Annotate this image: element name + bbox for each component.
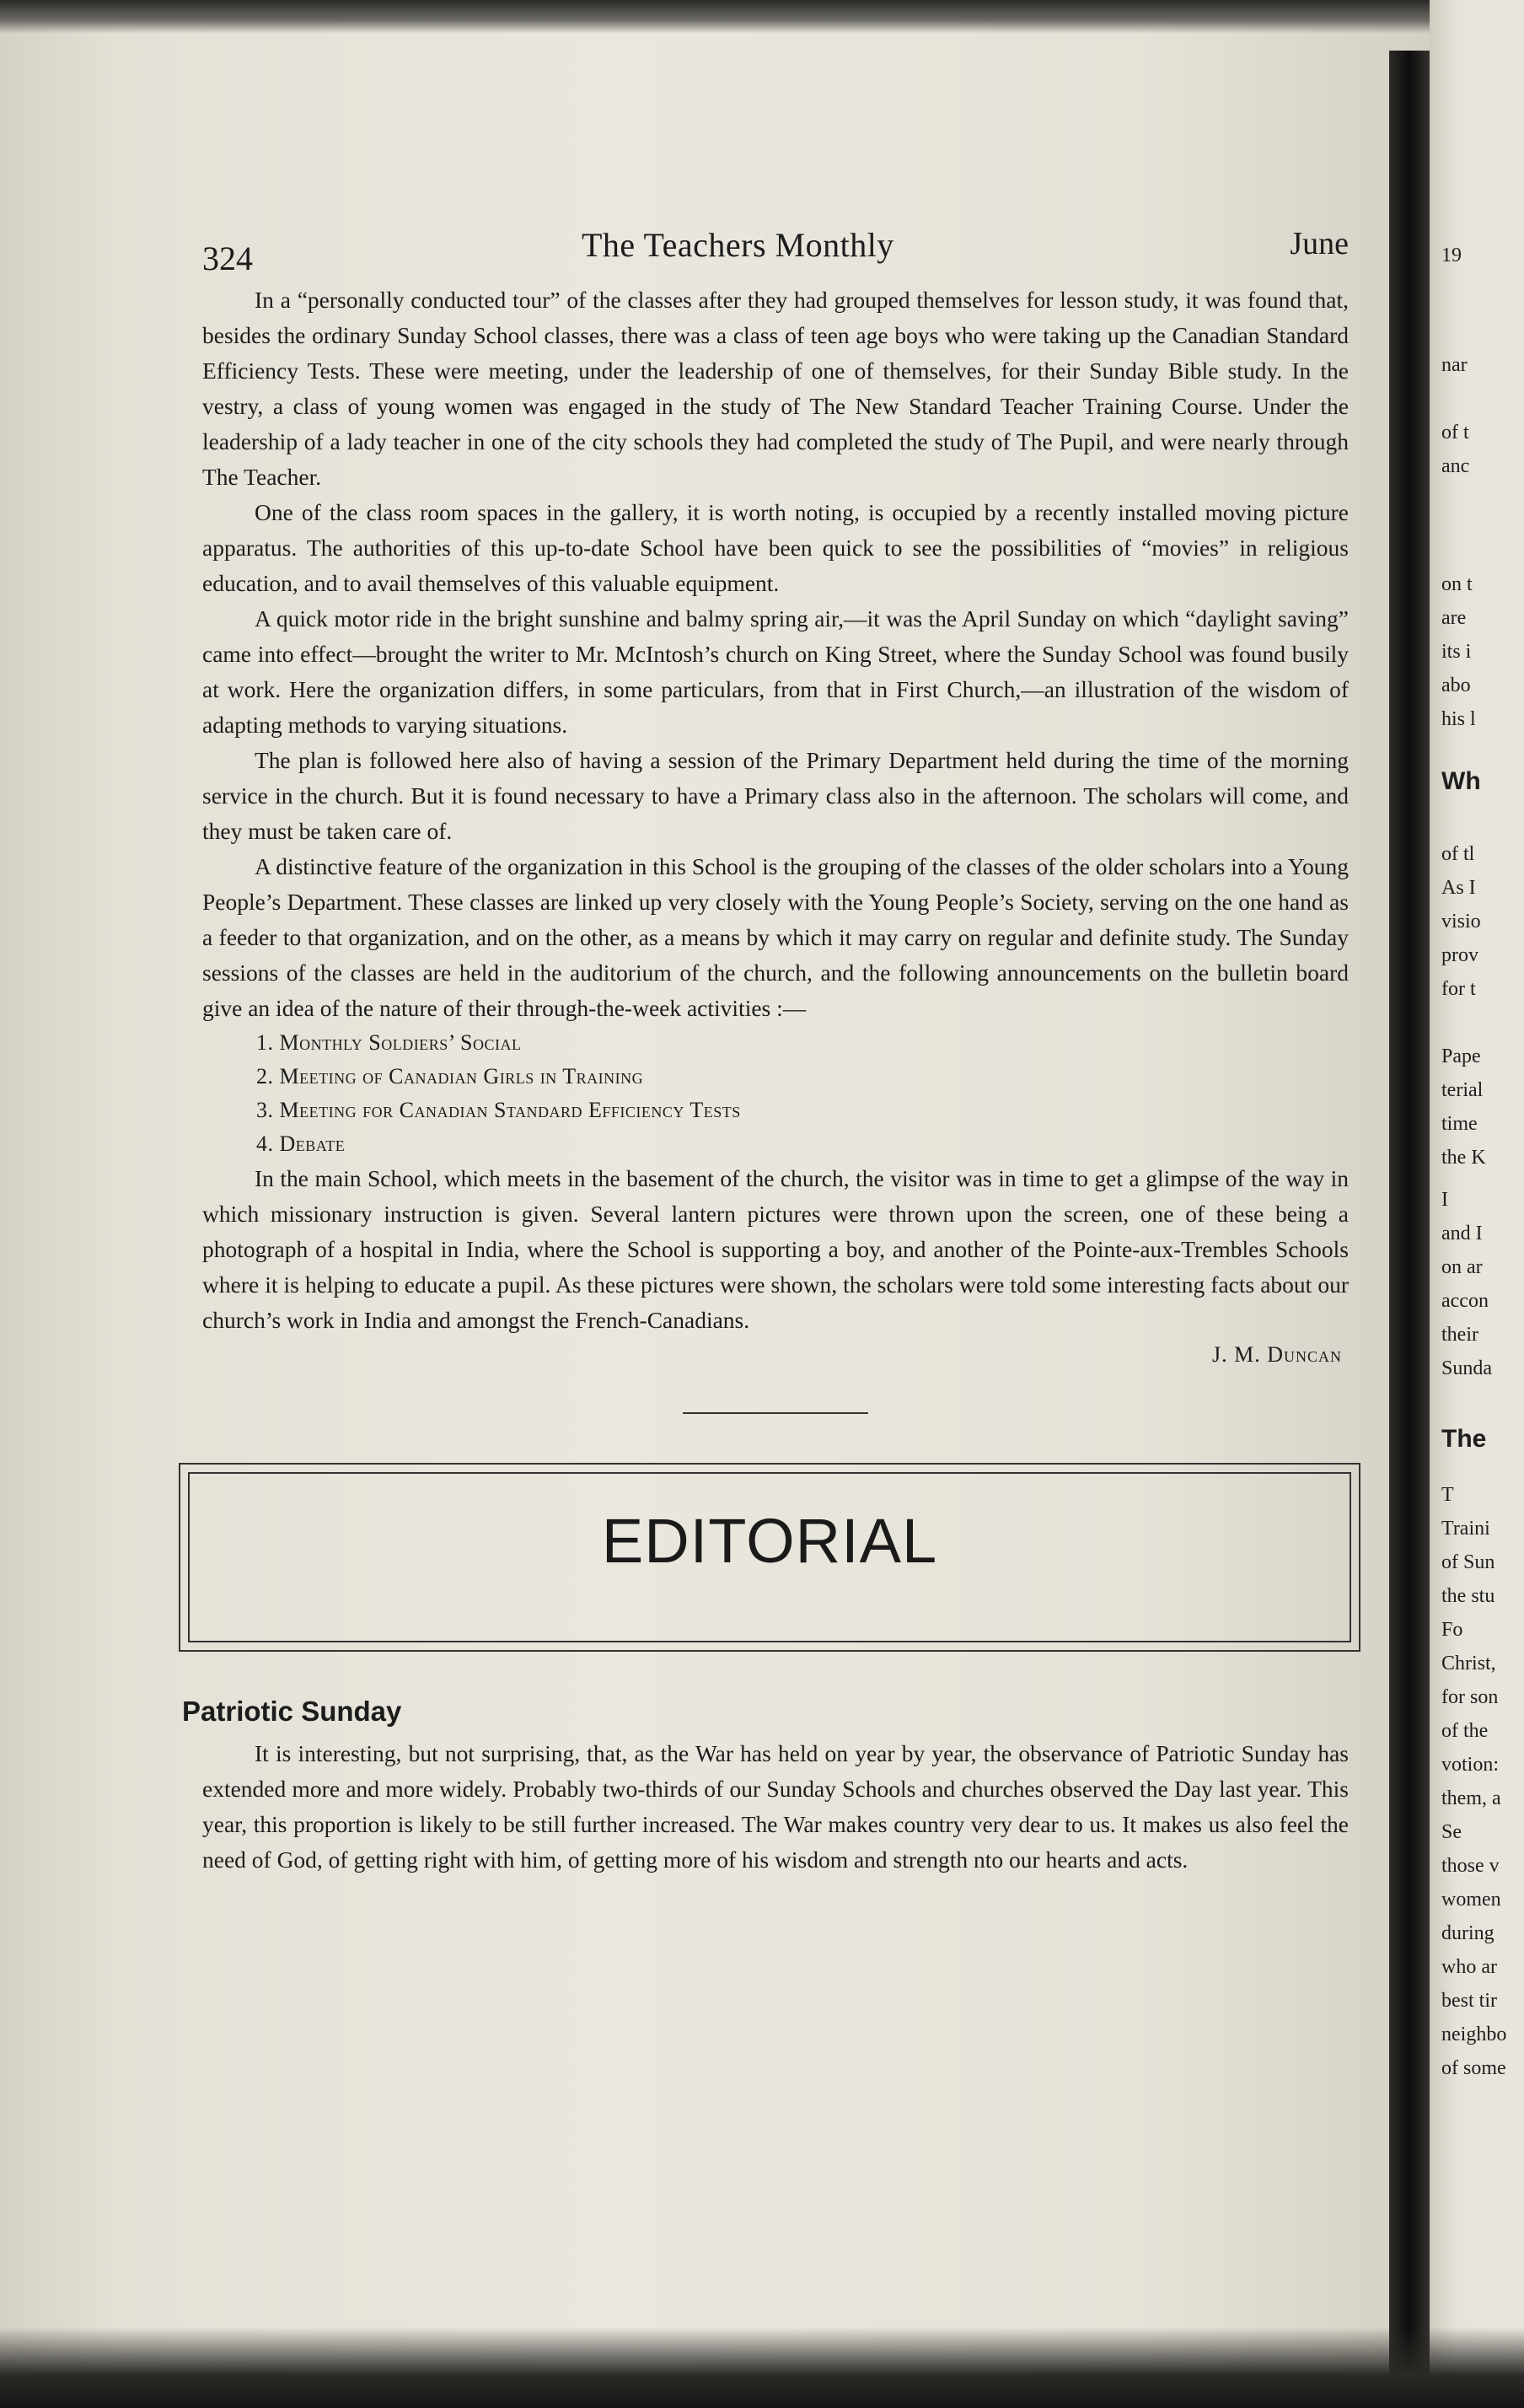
article-paragraph: In the main School, which meets in the basement of the church, the visitor was in time to get a glimpse of the way in which missionary instruction is given. Several lantern pictures were thrown upon the screen, one of these being a photograph of a hospital in India, where the School is supporting a boy, and another of the Pointe-aux-Trembles Schools where it is helping to educate a pupil. As these pictures were shown, the scholars were told some interesting facts about our church’s work in India and amongst the French-Canadians.	[202, 1165, 1349, 1333]
facing-page-fragment: I	[1441, 1189, 1448, 1211]
facing-page-fragment: for t	[1441, 978, 1476, 1000]
facing-page-fragment: best tir	[1441, 1990, 1497, 2012]
editorial-title: EDITORIAL	[601, 1506, 938, 1576]
facing-page-fragment: women	[1441, 1889, 1501, 1911]
editorial-heading: Patriotic Sunday	[182, 1696, 402, 1727]
facing-page-fragment: the stu	[1441, 1585, 1495, 1607]
facing-page-fragment: for son	[1441, 1686, 1499, 1708]
facing-page-fragment: terial	[1441, 1079, 1484, 1101]
facing-page-fragment: Wh	[1441, 767, 1481, 795]
facing-page-fragment: during	[1441, 1922, 1494, 1944]
facing-page-edge	[1430, 0, 1524, 2408]
article-paragraph: One of the class room spaces in the gallery, it is worth noting, is occupied by a recently installed moving picture apparatus. The authorities of this up-to-date School have been quick to see the possibilities of “movies” in religious education, and to avail themselves of this valuable equipment.	[202, 499, 1349, 596]
facing-page-fragment: Se	[1441, 1821, 1462, 1843]
list-item: 3. Meeting for Canadian Standard Efficiency Tests	[256, 1098, 741, 1122]
facing-page-fragment: those v	[1441, 1855, 1500, 1877]
facing-page-fragment: of some	[1441, 2057, 1506, 2079]
facing-page-fragment: their	[1441, 1324, 1478, 1346]
facing-page-fragment: neighbo	[1441, 2024, 1507, 2045]
facing-page-fragment: abo	[1441, 675, 1471, 696]
announcements-list	[202, 1026, 1349, 1161]
facing-page-fragment: T	[1441, 1484, 1454, 1506]
left-page	[182, 215, 1349, 1878]
section-divider	[683, 1412, 868, 1414]
facing-page-fragment: As I	[1441, 877, 1476, 899]
facing-page-fragment: visio	[1441, 911, 1481, 933]
facing-page-fragment: Fo	[1441, 1619, 1463, 1641]
running-head	[202, 215, 1349, 282]
list-item: 4. Debate	[256, 1131, 346, 1156]
facing-page-fragment: Pape	[1441, 1045, 1481, 1067]
article-paragraph: The plan is followed here also of having a session of the Primary Department held during the time of the morning service in the church. But it is found necessary to have a Primary class also in the afternoon. The scholars will come, and they must be taken care of.	[202, 747, 1349, 844]
article-paragraph: A distinctive feature of the organization in this School is the grouping of the classes of the older scholars into a Young People’s Department. These classes are linked up very closely with the Young People’s Society, serving on the one hand as a feeder to that organization, and on the other, as a means by which it may carry on regular and definite study. The Sunday sessions of the classes are held in the auditorium of the church, and the following announcements on the bulletin board give an idea of the nature of their through-the-week activities :—	[202, 853, 1349, 1021]
facing-page-fragment: Sunda	[1441, 1357, 1492, 1379]
facing-page-fragment: his l	[1441, 708, 1476, 730]
journal-title: The Teachers Monthly	[582, 226, 894, 264]
author-signature: J. M. Duncan	[1211, 1342, 1342, 1367]
facing-page-fragment: Traini	[1441, 1518, 1490, 1540]
facing-page-fragment: on t	[1441, 573, 1473, 595]
facing-page-fragment: 19	[1441, 245, 1462, 266]
facing-page-fragment: of t	[1441, 422, 1469, 443]
list-item: 2. Meeting of Canadian Girls in Training	[256, 1064, 644, 1088]
facing-page-fragment: them, a	[1441, 1787, 1501, 1809]
facing-page-fragment: who ar	[1441, 1956, 1497, 1978]
book-spine-gutter	[1389, 51, 1430, 2408]
facing-page-fragment: the K	[1441, 1147, 1486, 1169]
scan-bottom-shadow	[0, 2327, 1524, 2408]
scan-top-shadow	[0, 0, 1524, 34]
facing-page-fragment: time	[1441, 1113, 1478, 1135]
facing-page-fragment: its i	[1441, 641, 1472, 663]
facing-page-fragment: of the	[1441, 1720, 1489, 1742]
facing-page-fragment: The	[1441, 1425, 1487, 1453]
facing-page-fragment: nar	[1441, 354, 1468, 376]
facing-page-fragment: on ar	[1441, 1256, 1483, 1278]
list-item: 1. Monthly Soldiers’ Social	[256, 1030, 522, 1055]
issue-month: June	[1290, 226, 1349, 261]
editorial-banner	[179, 1463, 1360, 1652]
facing-page-fragment: anc	[1441, 455, 1470, 477]
article-paragraph: A quick motor ride in the bright sunshine and balmy spring air,—it was the April Sunday on which “daylight saving” came into effect—brought the writer to Mr. McIntosh’s church on King Street, where the Sunday School was found busily at work. Here the organization differs, in some particulars, from that in First Church,—an illustration of the wisdom of adapting methods to varying situations.	[202, 605, 1349, 738]
article-paragraph: In a “personally conducted tour” of the classes after they had grouped themselves for lesson study, it was found that, besides the ordinary Sunday School classes, there was a class of teen age boys who were taking up the Canadian Standard Efficiency Tests. These were meeting, under the leadership of one of themselves, for their Sunday Bible study. In the vestry, a class of young women was engaged in the study of The New Standard Teacher Training Course. Under the leadership of a lady teacher in one of the city schools they had completed the study of The Pupil, and were nearly through The Teacher.	[202, 287, 1349, 490]
facing-page-fragment: prov	[1441, 944, 1478, 966]
facing-page-fragment: are	[1441, 607, 1467, 629]
facing-page-fragment: of tl	[1441, 843, 1475, 865]
page-number: 324	[202, 239, 253, 277]
facing-page-fragment: Christ,	[1441, 1653, 1496, 1674]
facing-page-fragment: of Sun	[1441, 1551, 1495, 1573]
facing-page-fragment: accon	[1441, 1290, 1489, 1312]
facing-page-fragment: and I	[1441, 1223, 1483, 1244]
editorial-paragraph: It is interesting, but not surprising, that, as the War has held on year by year, the observance of Patriotic Sunday has extended more and more widely. Probably two-thirds of our Sunday Schools and churches observed the Day last year. This year, this proportion is likely to be still further increased. The War makes country very dear to us. It makes us also feel the need of God, of getting right with him, of getting more of his wisdom and strength nto our hearts and acts.	[202, 1740, 1349, 1873]
facing-page-fragment: votion:	[1441, 1754, 1500, 1776]
article-body	[202, 282, 1349, 1372]
